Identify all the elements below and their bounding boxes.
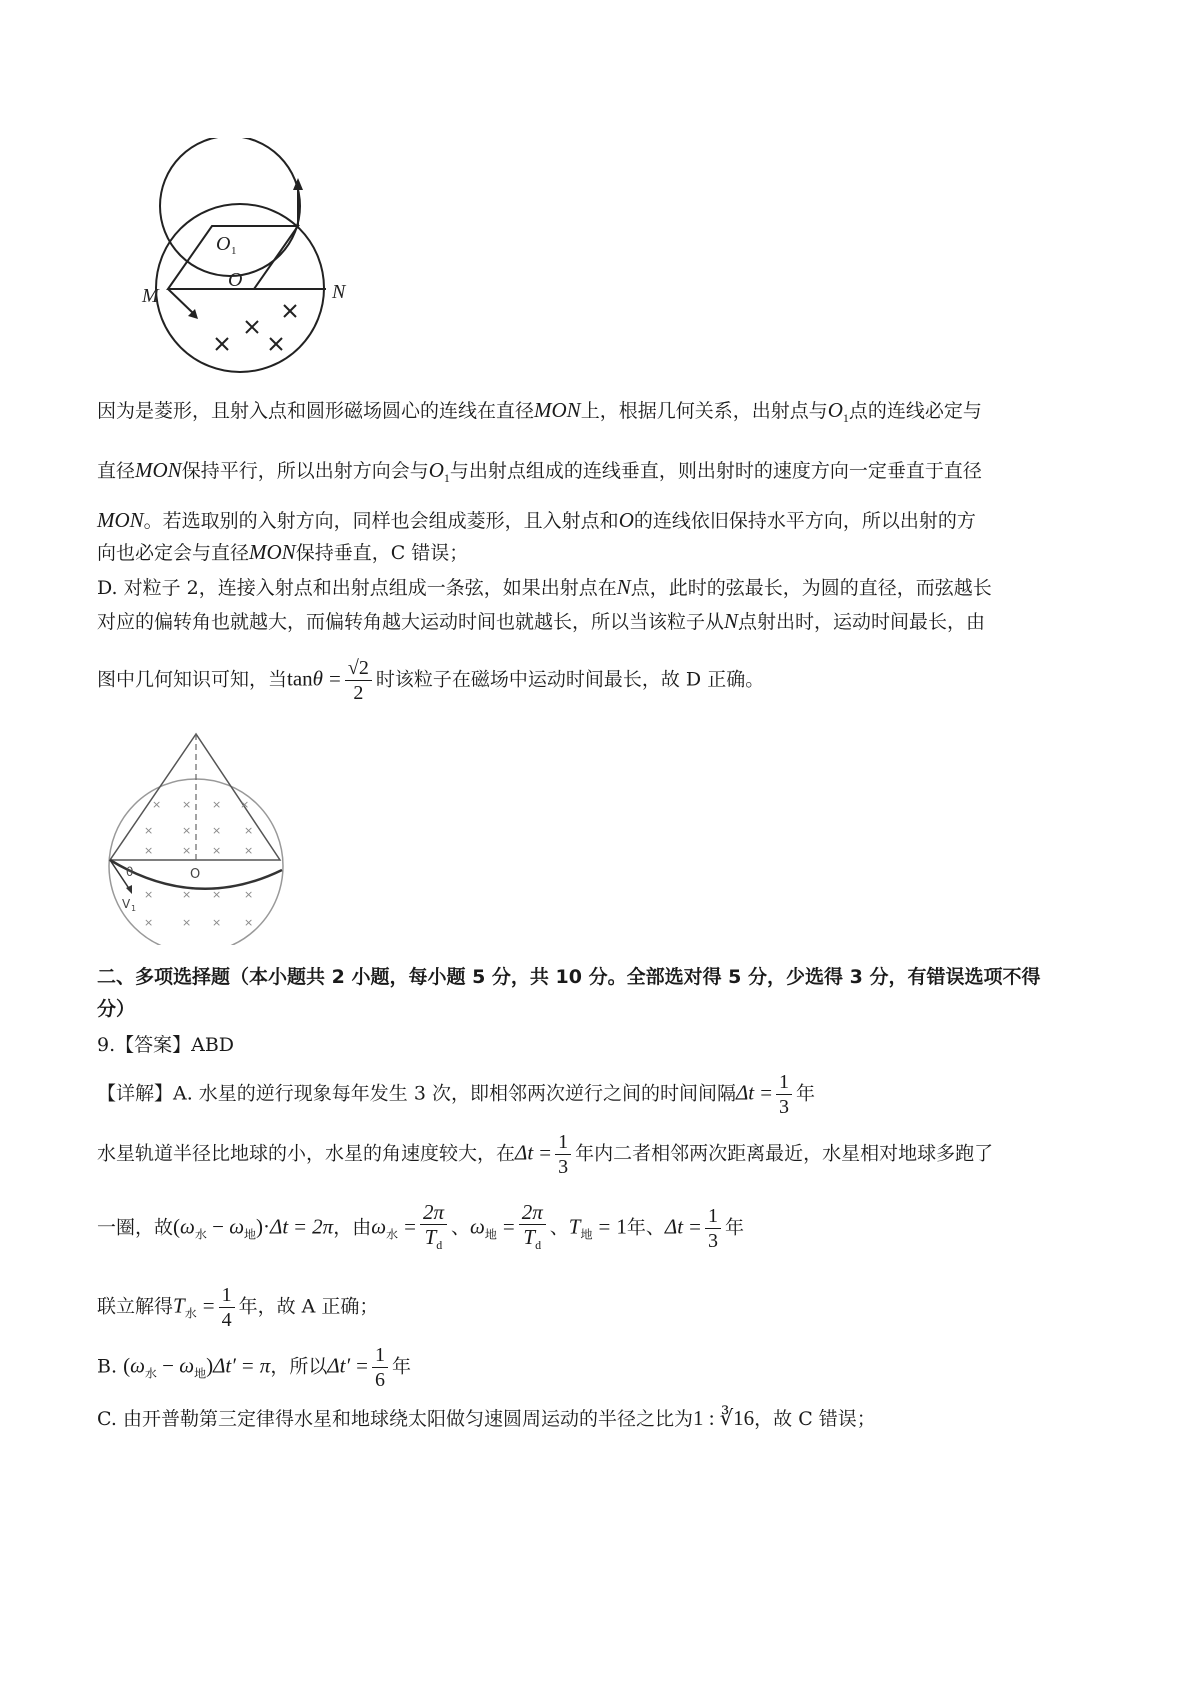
label-m: M <box>142 285 159 307</box>
figure-two-circles <box>130 138 370 374</box>
detail-line-a: 【详解】A. 水星的逆行现象每年发生 3 次，即相邻两次逆行之间的时间间隔Δt = $\frac{1}{3}$ 年 <box>97 1071 816 1118</box>
svg-text:×: × <box>144 888 154 901</box>
detail-line-b: 水星轨道半径比地球的小，水星的角速度较大，在Δt = $\frac{1}{3}$ 年内二者相邻两次距离最近，水星相对地球多跑了 <box>97 1131 994 1178</box>
text-line-3: MON。若选取别的入射方向，同样也会组成菱形，且入射点和O的连线依旧保持水平方向，所以出射的方 <box>97 508 976 532</box>
svg-text:×: × <box>244 888 254 901</box>
label-v1: V <box>122 897 131 911</box>
answer-line: 9.【答案】ABD <box>97 1034 235 1056</box>
detail-line-d: 联立解得$T_水$ = $\frac{1}{4}$ 年，故 A 正确； <box>97 1284 379 1331</box>
svg-text:×: × <box>182 824 192 837</box>
svg-text:×: × <box>212 844 222 857</box>
label-o1: O <box>216 233 231 255</box>
svg-text:×: × <box>182 844 192 857</box>
label-n: N <box>332 281 346 303</box>
detail-line-f: C. 由开普勒第三定律得水星和地球绕太阳做匀速圆周运动的半径之比为1 : ∛16，故 C 错误； <box>97 1406 876 1430</box>
svg-text:×: × <box>212 916 222 929</box>
text-line-7: 图中几何知识可知，当tanθ = $\frac{√2}{2}$ 时该粒子在磁场中运动时间最长，故 D 正确。 <box>97 657 765 704</box>
section-heading: 二、多项选择题（本小题共 2 小题，每小题 5 分，共 10 分。全部选对得 5 分，少选得 3 分，有错误选项不得 <box>97 966 1041 988</box>
svg-text:×: × <box>144 844 154 857</box>
svg-text:×: × <box>212 824 222 837</box>
fraction-sqrt2-over-2: $\frac{√2}{2}$ <box>345 656 372 705</box>
svg-text:×: × <box>152 798 162 811</box>
label-v1-sub: 1 <box>131 904 137 913</box>
detail-line-e: B. $(\omega_水 - \omega_地)\Delta t' = \pi$，所以Δt′ = $\frac{1}{6}$ 年 <box>97 1344 412 1391</box>
label-o: O <box>190 867 201 882</box>
svg-text:×: × <box>182 916 192 929</box>
svg-text:×: × <box>244 844 254 857</box>
svg-text:×: × <box>144 824 154 837</box>
text-line-2: 直径MON保持平行，所以出射方向会与$O_1$与出射点组成的连线垂直，则出射时的速度方向一定垂直于直径 <box>97 458 982 485</box>
svg-text:×: × <box>212 798 222 811</box>
svg-text:×: × <box>240 798 250 811</box>
text-line-5: D. 对粒子 2，连接入射点和出射点组成一条弦，如果出射点在N点，此时的弦最长，为圆的直径，而弦越长 <box>97 575 992 599</box>
svg-text:×: × <box>212 888 222 901</box>
label-o: O <box>228 269 243 291</box>
svg-text:×: × <box>244 916 254 929</box>
svg-text:×: × <box>182 798 192 811</box>
label-theta: θ <box>126 865 134 879</box>
detail-line-c: 一圈，故$(\omega_水 - \omega_地)\cdot\Delta t = 2\pi$，由$\omega_水$ = $\frac{2\pi}{T_d}$ 、$\omega_地$ = $\frac{2\pi}{T_d}$ 、$T_地 = 1$年、Δt = $\frac{1}{3}$ 年 <box>97 1200 744 1252</box>
text-line-4: 向也必定会与直径MON保持垂直，C 错误； <box>97 540 469 564</box>
label-o1-sub: 1 <box>231 245 237 257</box>
svg-text:×: × <box>144 916 154 929</box>
section-heading-cont: 分） <box>97 998 136 1020</box>
figure-circle-triangle <box>104 730 294 945</box>
text-line-6: 对应的偏转角也就越大，而偏转角越大运动时间也就越长，所以当该粒子从N点射出时，运动时间最长，由 <box>97 609 986 633</box>
text-line-1: 因为是菱形，且射入点和圆形磁场圆心的连线在直径MON上，根据几何关系，出射点与$O_1$点的连线必定与 <box>97 398 982 425</box>
svg-text:×: × <box>244 824 254 837</box>
svg-text:×: × <box>182 888 192 901</box>
